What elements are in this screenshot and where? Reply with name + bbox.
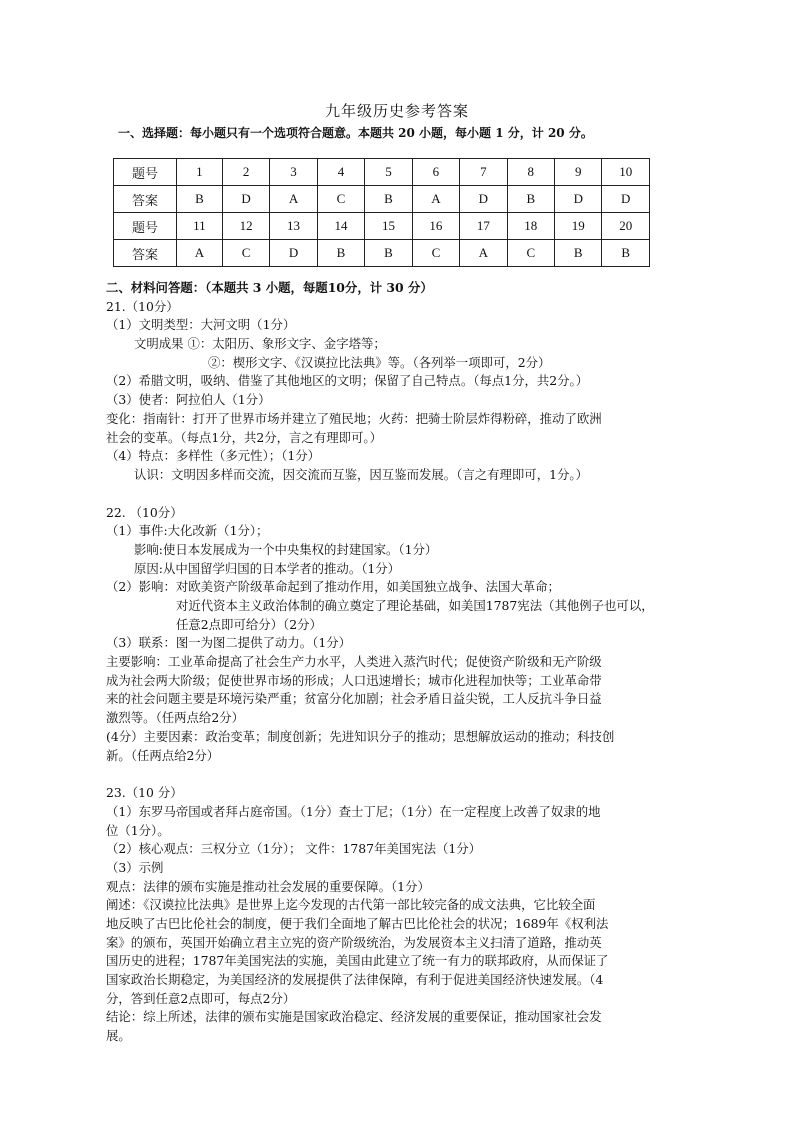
q23-line: 23.（10 分）	[106, 785, 183, 801]
answer-table-row	[114, 240, 650, 267]
q23-line: 位（1分）。	[106, 822, 170, 838]
answer-table-cell: 9	[555, 159, 602, 186]
q23-line: 地反映了古巴比伦社会的制度，便于我们全面地了解古巴比伦社会的状况；1689年《权利法	[106, 916, 609, 931]
q23-line: 展。	[106, 1028, 131, 1044]
answer-table-cell: 16	[412, 213, 459, 240]
answer-table-row-header: 答案	[114, 240, 177, 267]
q23-line: （2）核心观点：三权分立（1分）； 文件：1787年美国宪法（1分）	[106, 841, 482, 857]
answer-table-cell: 2	[222, 159, 269, 186]
q23-line: 国家政治长期稳定，为美国经济的发展提供了法律保障，有利于促进美国经济快速发展。（4	[106, 972, 604, 988]
answer-table-cell: D	[270, 240, 317, 267]
answer-table-cell: 5	[365, 159, 412, 186]
q23-line: 案》的颁布，英国开始确立君主立宪的资产阶级统治，为发展资本主义扫清了道路，推动英	[106, 934, 602, 950]
q23-line: 结论：综上所述，法律的颁布实施是国家政治稳定、经济发展的重要保证，推动国家社会发	[106, 1009, 602, 1025]
answer-table-row	[114, 213, 650, 240]
answer-table-cell: 20	[602, 213, 650, 240]
section-2-content	[106, 279, 706, 1046]
q21-line: 认识：文明因多样而交流，因交流而互鉴，因互鉴而发展。（言之有理即可，1分。）	[134, 466, 588, 482]
q22-line: （2）影响：对欧美资产阶级革命起到了推动作用，如美国独立战争、法国大革命；	[106, 579, 560, 595]
answer-table-cell: 7	[460, 159, 507, 186]
q21-line: 文明成果 ①：太阳历、象形文字、金字塔等；	[134, 336, 386, 352]
q21-line: 社会的变革。（每点1分，共2分，言之有理即可。）	[106, 429, 382, 445]
q22-line: 来的社会问题主要是环境污染严重；贫富分化加剧；社会矛盾日益尖锐，工人反抗斗争日益	[106, 691, 602, 707]
answer-table-row	[114, 186, 650, 213]
answer-table-cell: 14	[317, 213, 364, 240]
q23-line: （1）东罗马帝国或者拜占庭帝国。（1分）查士丁尼；（1分）在一定程度上改善了奴隶的地	[106, 803, 601, 819]
answer-table-cell: 4	[317, 159, 364, 186]
answer-table-cell: B	[555, 240, 602, 267]
q22-line: 对近代资本主义政治体制的确立奠定了理论基础，如美国1787宪法（其他例子也可以，	[176, 598, 654, 613]
q21-line: ②：楔形文字、《汉谟拉比法典》等。（各列举一项即可，2分）	[208, 354, 551, 370]
answer-table-row	[114, 159, 650, 186]
q22-line: 任意2点即可给分）（2分）	[176, 616, 322, 632]
answer-table-cell: 12	[222, 213, 269, 240]
answer-table-cell: D	[460, 186, 507, 213]
answer-table-cell: C	[222, 240, 269, 267]
q22-line: (4分）主要因素：政治变革；制度创新；先进知识分子的推动；思想解放运动的推动；科技创	[106, 728, 615, 744]
answer-table-cell: 11	[177, 213, 223, 240]
answer-table-row-header: 题号	[114, 213, 177, 240]
q23-line: （3）示例	[106, 859, 164, 875]
answer-table-cell: B	[602, 240, 650, 267]
q22-line: 原因:从中国留学归国的日本学者的推动。（1分）	[134, 560, 401, 576]
answer-table-row-header: 题号	[114, 159, 177, 186]
q22-line: 主要影响：工业革命提高了社会生产力水平，人类进入蒸汽时代；促使资产阶级和无产阶级	[106, 654, 602, 670]
answer-table-cell: 15	[365, 213, 412, 240]
answer-table-cell: 3	[270, 159, 317, 186]
q21-line: （3）使者：阿拉伯人（1分）	[106, 392, 271, 408]
q22-line: 成为社会两大阶级；促使世界市场的形成；人口迅速增长；城市化进程加快等；工业革命带	[106, 672, 602, 688]
answer-table-cell: D	[602, 186, 650, 213]
q23-line: 观点：法律的颁布实施是推动社会发展的重要保障。（1分）	[106, 878, 430, 894]
q21-line: 21.（10分）	[106, 298, 179, 314]
answer-table-cell: A	[270, 186, 317, 213]
q23-line: 分，答到任意2点即可，每点2分）	[106, 990, 296, 1006]
q21-line: （4）特点：多样性（多元性）；（1分）	[106, 448, 321, 464]
answer-table-cell: B	[507, 186, 554, 213]
q23-line: 阐述：《汉谟拉比法典》是世界上迄今发现的古代第一部比较完备的成文法典，它比较全面	[106, 897, 596, 913]
q21-line: 变化：指南针：打开了世界市场并建立了殖民地；火药：把骑士阶层炸得粉碎，推动了欧洲	[106, 410, 602, 426]
answer-table-cell: B	[365, 240, 412, 267]
answer-table-cell: D	[555, 186, 602, 213]
section-2-heading: 二、材料问答题：（本题共 3 小题，每题10分，计 30 分）	[106, 280, 433, 295]
answer-table-cell: A	[412, 186, 459, 213]
answer-table-cell: 17	[460, 213, 507, 240]
answer-table-cell: 6	[412, 159, 459, 186]
answer-table	[113, 158, 650, 267]
q22-line: 22. （10分）	[106, 504, 183, 520]
answer-table-cell: 8	[507, 159, 554, 186]
q22-line: （3）联系：图一为图二提供了动力。（1分）	[106, 635, 351, 651]
answer-table-cell: A	[460, 240, 507, 267]
answer-table-cell: 1	[177, 159, 223, 186]
q22-line: 影响:使日本发展成为一个中央集权的封建国家。（1分）	[134, 541, 438, 557]
answer-table-cell: 19	[555, 213, 602, 240]
answer-table-cell: B	[365, 186, 412, 213]
answer-table-cell: C	[317, 186, 364, 213]
answer-table-row-header: 答案	[114, 186, 177, 213]
q22-line: 新。（任两点给2分）	[106, 747, 220, 763]
answer-table-cell: C	[412, 240, 459, 267]
q21-line: （1）文明类型：大河文明（1分）	[106, 317, 296, 333]
q22-line: （1）事件:大化改新（1分）；	[106, 523, 269, 539]
page-title: 九年级历史参考答案	[324, 102, 469, 120]
answer-table-cell: B	[317, 240, 364, 267]
section-1-heading: 一、选择题：每小题只有一个选项符合题意。本题共 20 小题，每小题 1 分，计 20 分。	[118, 126, 593, 140]
answer-table-cell: 18	[507, 213, 554, 240]
answer-table-cell: D	[222, 186, 269, 213]
answer-table-cell: B	[177, 186, 223, 213]
q21-line: （2）希腊文明，吸纳、借鉴了其他地区的文明；保留了自己特点。（每点1分，共2分。）	[106, 373, 589, 389]
q23-line: 国历史的进程；1787年美国宪法的实施，美国由此建立了统一有力的联邦政府，从而保证了	[106, 953, 609, 969]
answer-table-cell: C	[507, 240, 554, 267]
answer-table-cell: 10	[602, 159, 650, 186]
answer-table-cell: A	[177, 240, 223, 267]
answer-table-cell: 13	[270, 213, 317, 240]
q22-line: 激烈等。（任两点给2分）	[106, 710, 244, 726]
